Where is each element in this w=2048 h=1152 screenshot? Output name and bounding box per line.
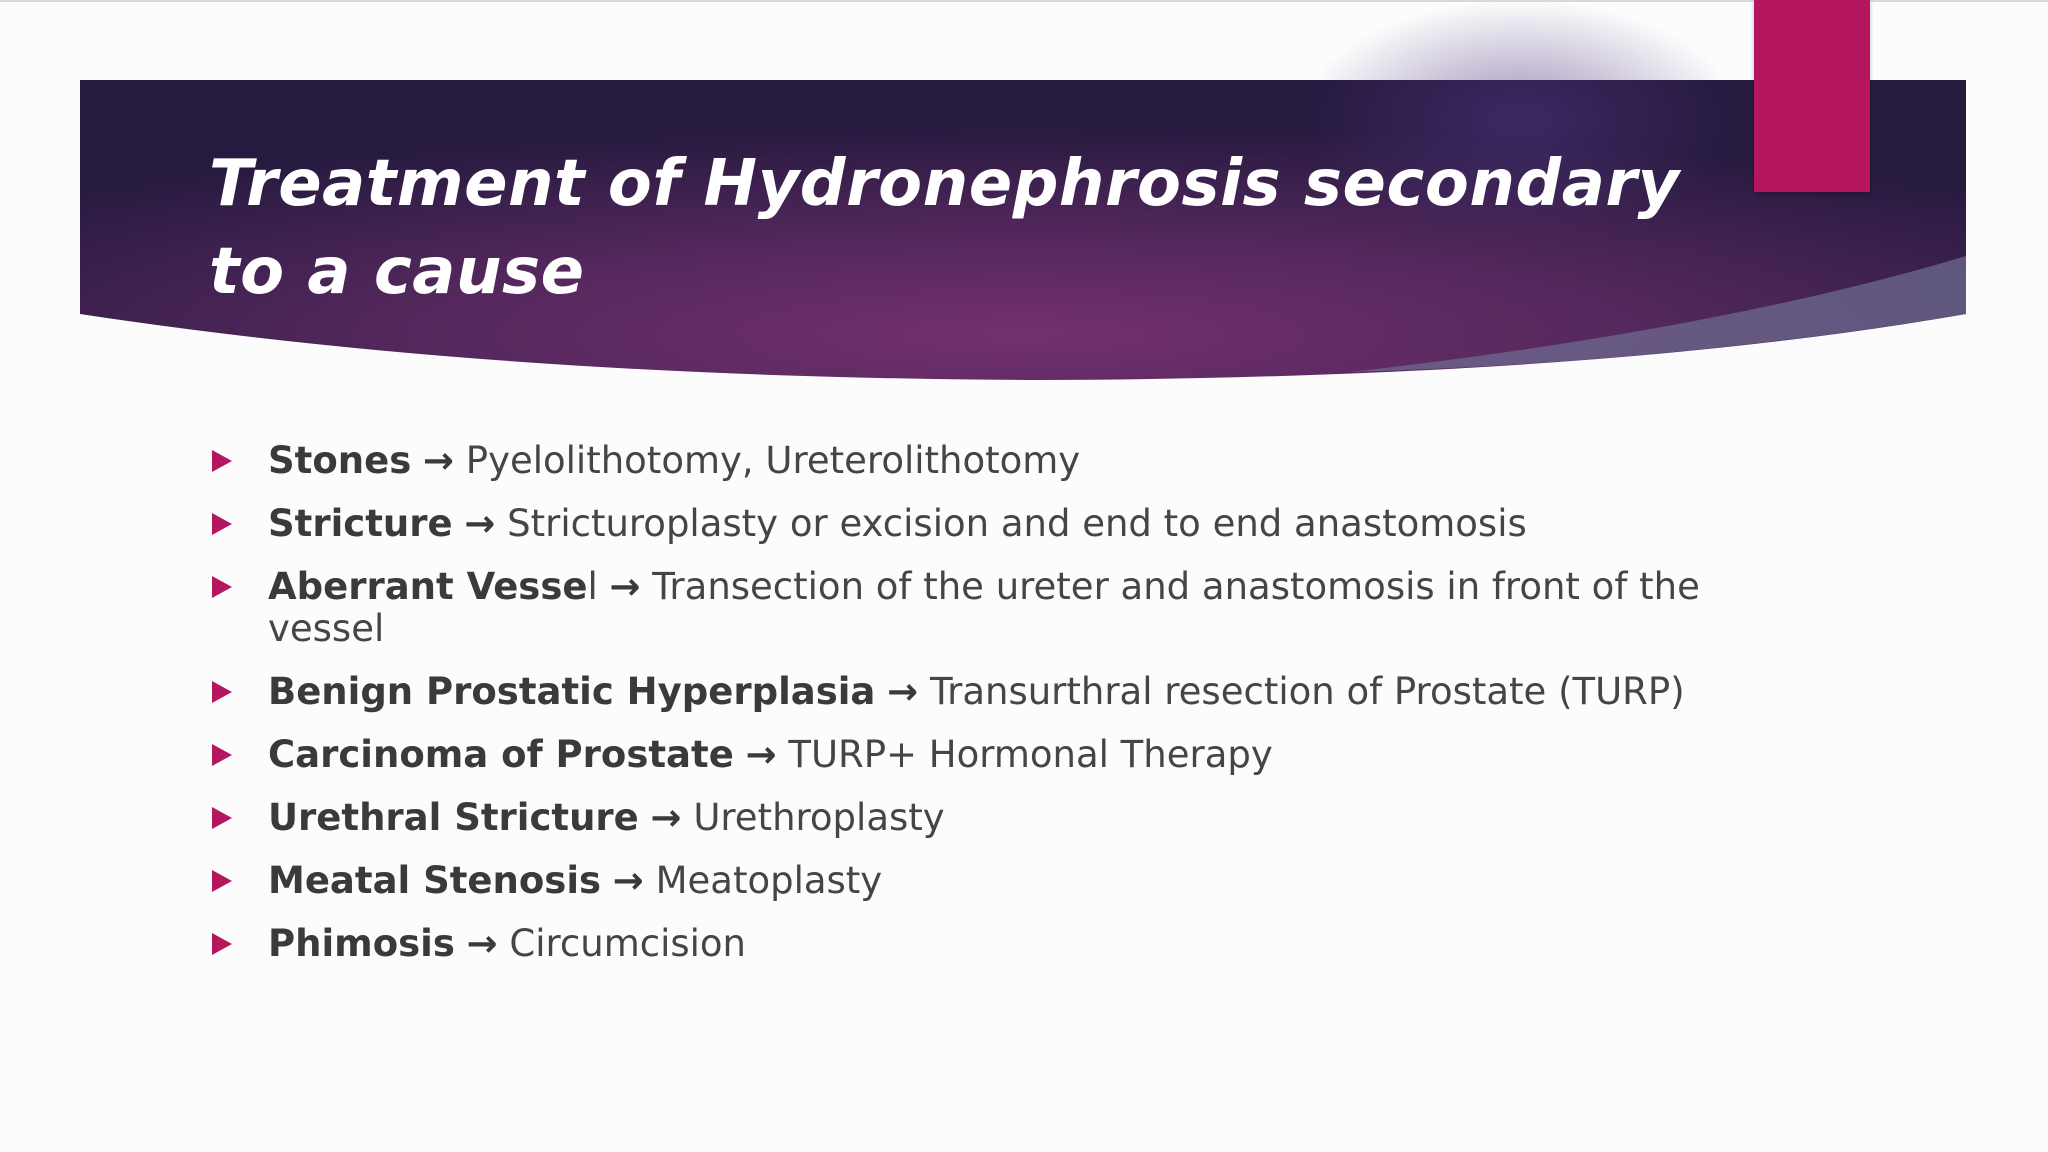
list-item bbox=[210, 923, 1710, 965]
arrow-icon: → bbox=[745, 733, 777, 776]
list-item bbox=[210, 734, 1710, 776]
right-triangle-bullet-icon bbox=[212, 450, 232, 472]
item-treatment: Circumcision bbox=[509, 922, 747, 965]
arrow-icon: → bbox=[650, 796, 682, 839]
list-item bbox=[210, 503, 1710, 545]
right-triangle-bullet-icon bbox=[212, 513, 232, 535]
arrow-icon: → bbox=[609, 565, 641, 608]
list-item bbox=[210, 671, 1710, 713]
list-item bbox=[210, 860, 1710, 902]
item-term: Carcinoma of Prostate bbox=[268, 733, 734, 776]
arrow-icon: → bbox=[887, 670, 919, 713]
item-term: Benign Prostatic Hyperplasia bbox=[268, 670, 876, 713]
slide-title: Treatment of Hydronephrosis secondary to a cause bbox=[209, 147, 1680, 309]
item-term: Urethral Stricture bbox=[268, 796, 639, 839]
item-term-tail: l bbox=[587, 565, 598, 608]
list-item bbox=[210, 440, 1710, 482]
item-term: Meatal Stenosis bbox=[268, 859, 602, 902]
accent-tab bbox=[1754, 0, 1870, 192]
item-term: Stricture bbox=[268, 502, 453, 545]
right-triangle-bullet-icon bbox=[212, 933, 232, 955]
arrow-icon: → bbox=[466, 922, 498, 965]
treatment-list bbox=[210, 440, 1710, 986]
arrow-icon: → bbox=[612, 859, 644, 902]
item-term: Stones bbox=[268, 439, 412, 482]
right-triangle-bullet-icon bbox=[212, 576, 232, 598]
item-treatment: Transection of the ureter and anastomosis in front of the vessel bbox=[268, 565, 1700, 650]
item-term: Phimosis bbox=[268, 922, 455, 965]
list-item bbox=[210, 797, 1710, 839]
right-triangle-bullet-icon bbox=[212, 681, 232, 703]
item-treatment: Pyelolithotomy, Ureterolithotomy bbox=[465, 439, 1081, 482]
right-triangle-bullet-icon bbox=[212, 744, 232, 766]
arrow-icon: → bbox=[422, 439, 454, 482]
item-treatment: Stricturoplasty or excision and end to end anastomosis bbox=[507, 502, 1527, 545]
item-treatment: Urethroplasty bbox=[693, 796, 945, 839]
right-triangle-bullet-icon bbox=[212, 870, 232, 892]
item-treatment: Transurthral resection of Prostate (TURP) bbox=[929, 670, 1685, 713]
arrow-icon: → bbox=[464, 502, 496, 545]
item-term: Aberrant Vesse bbox=[268, 565, 588, 608]
item-treatment: Meatoplasty bbox=[655, 859, 883, 902]
right-triangle-bullet-icon bbox=[212, 807, 232, 829]
list-item bbox=[210, 566, 1710, 650]
item-treatment: TURP+ Hormonal Therapy bbox=[788, 733, 1273, 776]
